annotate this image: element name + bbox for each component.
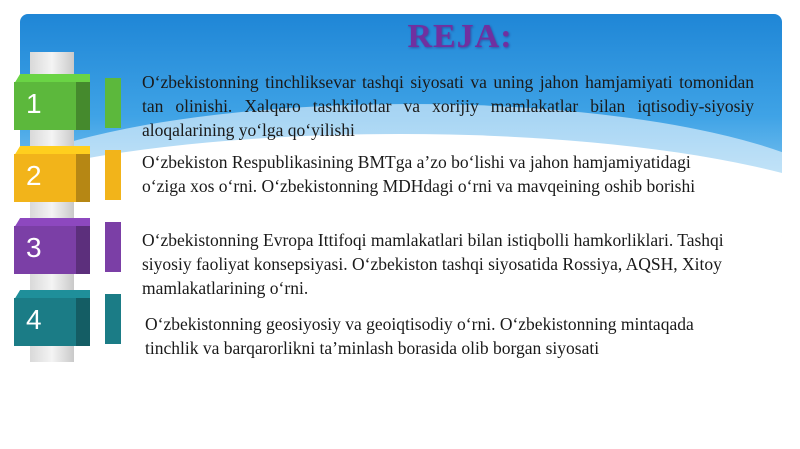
item-number: 2 — [26, 160, 42, 191]
cube-side — [76, 154, 90, 202]
accent-bar-2 — [105, 150, 121, 200]
item-text-4: O‘zbekistonning geosiyosiy va geoiqtisodiy o‘rni. O‘zbekistonning mintaqada tinchlik va barqarorlikni ta’minlash borasida olib borgan siyosati — [145, 314, 694, 358]
number-cube-3 — [14, 218, 90, 274]
cube-face — [14, 298, 76, 346]
item-text-3: O‘zbekistonning Evropa Ittifoqi mamlakatlari bilan istiqbolli hamkorliklari. Tashqi siyosiy faoliyat konsepsiyasi. O‘zbekiston tashqi siyosatida Rossiya, AQSH, Xitoy mamlakatlarining o‘rni. — [142, 230, 724, 298]
accent-bar-4 — [105, 294, 121, 344]
accent-bar-1 — [105, 78, 121, 128]
cube-side — [76, 298, 90, 346]
item-text-2: O‘zbekiston Respublikasining BMTga a’zo bo‘lishi va jahon hamjamiyatidagi o‘ziga xos o‘rni. O‘zbekistonning MDHdagi o‘rni va mavqeining oshib borishi — [142, 152, 696, 196]
item-text-1: O‘zbekistonning tinchliksevar tashqi siyosati va uning jahon hamjamiyati tomonidan tan olinishi. Xalqaro tashkilotlar va xorijiy mamlakatlar bilan iqtisodiy-siyosiy aloqalarining yo‘lga qo‘yilishi — [142, 72, 754, 140]
cube-face — [14, 226, 76, 274]
cube-face — [14, 154, 76, 202]
item-number: 1 — [26, 88, 42, 119]
number-cube-4 — [14, 290, 90, 346]
item-number: 3 — [26, 232, 42, 263]
number-cube-2 — [14, 146, 90, 202]
cube-face — [14, 82, 76, 130]
slide-title: REJA: — [407, 18, 513, 55]
item-number: 4 — [26, 304, 42, 335]
cube-side — [76, 226, 90, 274]
accent-bar-3 — [105, 222, 121, 272]
cube-side — [76, 82, 90, 130]
number-cube-1 — [14, 74, 90, 130]
